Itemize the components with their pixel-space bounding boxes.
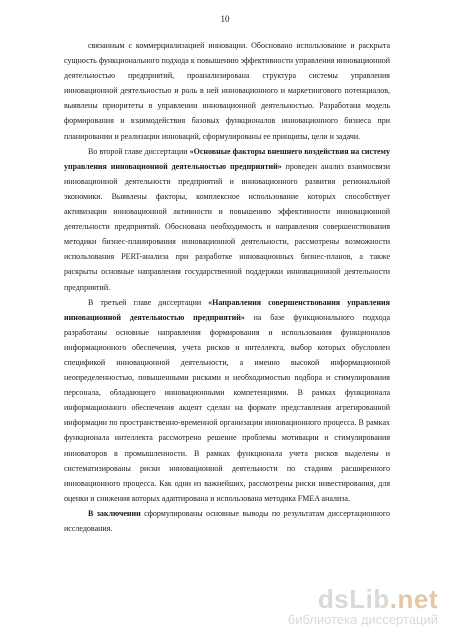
watermark-logo-main: dsLib — [317, 584, 390, 614]
chapter-two-title: «Основные факторы внешнего воздействия на систему управления инновационной деятельностью предприятий» — [64, 146, 390, 171]
page-number: 10 — [220, 14, 230, 24]
dslib-watermark — [288, 586, 438, 627]
paragraph-chapter-three — [64, 295, 390, 506]
watermark-logo-suffix: .net — [389, 584, 438, 614]
text-run: на базе функционального подхода разработаны основные направления формирования и использования функционалов информационного обеспечения, учета рисков и интеллекта, выбор которых обусловлен спецификой инновационной деятельности, а именно высокой информационной неопределенностью, повышенными рисками и необходимостью подбора и стимулирования персонала, обладающего инновационными компетенциями. В рамках функционала информационного обеспечения акцент сделан на формате представления агрегированной информации по пространственно-временной организации инновационного процесса. В рамках функционала интеллекта рассмотрено решение проблемы мотивации и стимулирования инноваторов в промышленности. В рамках функционала учета рисков выделены и систематизированы риски инновационной деятельности по стадиям расширенного инновационного процесса. Как одни из важнейших, рассмотрены риски инвестирования, для оценки и снижения которых адаптирована и использована методика FMEA анализа. — [64, 312, 391, 503]
chapter-three-title: «Направления совершенствования управления инновационной деятельностью предприятий» — [64, 297, 390, 322]
paragraph-chapter-two — [64, 144, 390, 295]
body-text — [64, 38, 390, 536]
conclusion-heading: В заключении — [88, 508, 141, 518]
text-run: Во второй главе диссертации — [88, 146, 190, 156]
text-run: проведен анализ взаимосвязи инновационной деятельности предприятий и инновационного развития региональной экономики. Выявлены факторы, комплексное использование которых способствует активизации инновационной активности и повышению эффективности инновационной деятельности предприятий. Обоснована необходимость и направления совершенствования методики бизнес-планирования инновационной деятельности, рассмотрены возможности использования PERT-анализа при разработке инновационных бизнес-планов, а также раскрыты основные направления государственной поддержки инновационной деятельности предприятий. — [64, 161, 391, 292]
paragraph-conclusion — [64, 506, 390, 536]
paragraph-intro-continuation — [64, 38, 390, 144]
text-run: В третьей главе диссертации — [88, 297, 209, 307]
watermark-tagline: библиотека диссертаций — [287, 612, 438, 627]
text-run: сформулированы основные выводы по результатам диссертационного исследования. — [64, 508, 390, 533]
watermark-logo — [288, 586, 438, 612]
text-run: связанным с коммерциализацией инновации. Обосновано использование и раскрыта сущность функционального подхода к повышению эффективности управления инновационной деятельностью предприятий, проанализирована структура системы управления инновационной деятельностью и роль в ней инновационного и маркетингового потенциалов, выявлены приоритеты в управлении инновационной деятельностью. Разработана модель формирования и взаимодействия базовых функционалов инновационного бизнеса при планировании и реализации инноваций, сформулированы ее принципы, цели и задачи. — [64, 41, 390, 141]
